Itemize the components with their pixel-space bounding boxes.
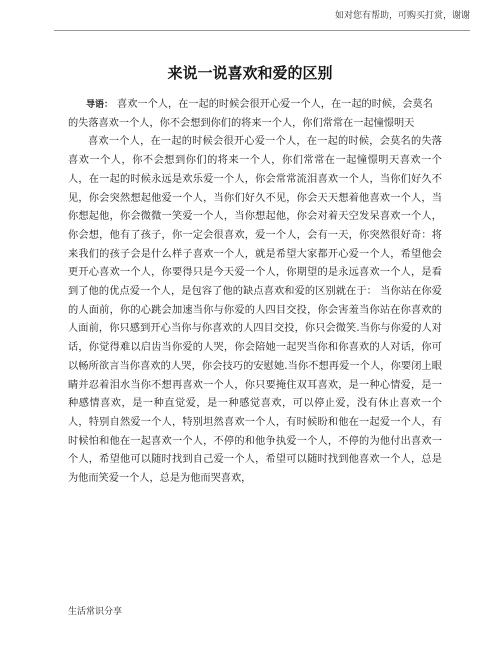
footer-note: 生活常识分享 bbox=[68, 607, 123, 617]
document-title: 来说一说喜欢和爱的区别 bbox=[167, 64, 333, 82]
lead-paragraph bbox=[68, 96, 442, 133]
document-content bbox=[68, 96, 442, 489]
lead-text: 喜欢一个人，在一起的时候会很开心爱一个人，在一起的时候，会莫名的失落喜欢一个人，你不会想到你们的将来一个人，你们常常在一起憧憬明天 bbox=[68, 99, 433, 129]
header-divider bbox=[54, 30, 470, 31]
lead-label: 导语： bbox=[86, 100, 114, 110]
header-note: 如对您有帮助，可购买打赏，谢谢 bbox=[334, 11, 470, 21]
body-paragraph: 喜欢一个人，在一起的时候会很开心爱一个人，在一起的时候，会莫名的失落喜欢一个人，你不会想到你们的将来一个人，你们常常在一起憧憬明天喜欢一个人，在一起的时候永远是欢乐爱一个人，你会常常流泪喜欢一个人，当你们好久不见，你会突然想起他爱一个人，当你们好久不见，你会天天想着他喜欢一个人，当你想起他，你会微微一笑爱一个人，当你想起他，你会对着天空发呆喜欢一个人，你会想，他有了孩子，你一定会很喜欢，爱一个人，会有一天，你突然很好奇：将来我们的孩子会是什么样子喜欢一个人，就是希望大家都开心爱一个人，希望他会更开心喜欢一个人，你要得只是今天爱一个人，你期望的是永远喜欢一个人，是看到了他的优点爱一个人，是包容了他的缺点喜欢和爱的区别就在于： 当你站在你爱的人面前，你的心跳会加速当你与你爱的人四目交投，你会害羞当你站在你喜欢的人面前，你只感到开心当你与你喜欢的人四目交投，你只会微笑.当你与你爱的人对话，你觉得难以启齿当你爱的人哭，你会陪她一起哭当你和你喜欢的人对话，你可以畅所欲言当你喜欢的人哭，你会技巧的安慰她.当你不想再爱一个人，你要闭上眼睛并忍着泪水当你不想再喜欢一个人，你只要掩住双耳喜欢，是一种心情爱，是一种感情喜欢，是一种直觉爱，是一种感觉喜欢，可以停止爱，没有休止喜欢一个人，特别自然爱一个人，特别坦然喜欢一个人，有时候盼和他在一起爱一个人，有时候怕和他在一起喜欢一个人，不停的和他争执爱一个人，不停的为他付出喜欢一个人，希望他可以随时找到自己爱一个人，希望可以随时找到他喜欢一个人，总是为他而笑爱一个人，总是为他而哭喜欢， bbox=[68, 136, 442, 485]
